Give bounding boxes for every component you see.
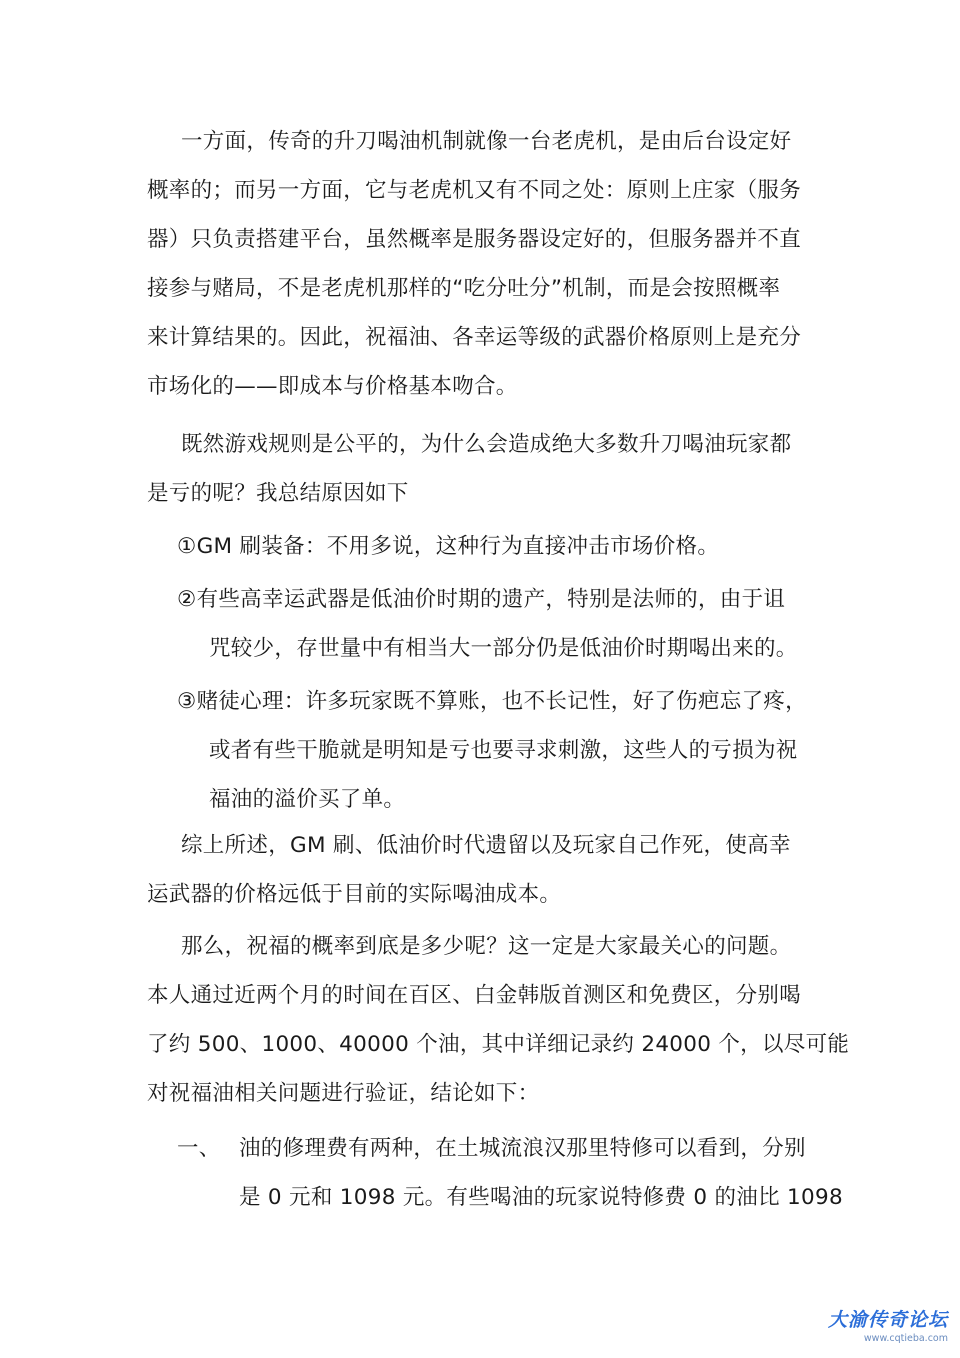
list-marker: 一、 bbox=[177, 1136, 221, 1161]
circled-number-2: ② bbox=[177, 587, 197, 612]
circled-number-3: ③ bbox=[177, 689, 197, 714]
conclusion-line bbox=[147, 1124, 817, 1173]
paragraph-summary bbox=[147, 821, 817, 919]
text-line: 了约 500、1000、40000 个油，其中详细记录约 24000 个，以尽可能 bbox=[147, 1032, 850, 1057]
text-line: 一方面，传奇的升刀喝油机制就像一台老虎机，是由后台设定好 bbox=[181, 129, 792, 154]
text-line: 运武器的价格远低于目前的实际喝油成本。 bbox=[147, 882, 562, 907]
conclusion-item-1 bbox=[147, 1124, 843, 1222]
reason-list bbox=[147, 522, 817, 824]
paragraph-question bbox=[147, 420, 817, 518]
reason-text: 有些高幸运武器是低油价时期的遗产，特别是法师的，由于诅 bbox=[196, 587, 786, 612]
paragraph-probability bbox=[147, 922, 850, 1118]
reason-text: 赌徒心理：许多玩家既不算账，也不长记性，好了伤疤忘了疼， bbox=[196, 689, 807, 714]
reason-text-continued: 福油的溢价买了单。 bbox=[209, 787, 406, 812]
text-line: 既然游戏规则是公平的，为什么会造成绝大多数升刀喝油玩家都 bbox=[181, 432, 792, 457]
text-line: 接参与赌局，不是老虎机那样的“吃分吐分”机制，而是会按照概率 bbox=[147, 276, 781, 301]
reason-text-continued: 咒较少，存世量中有相当大一部分仍是低油价时期喝出来的。 bbox=[209, 636, 798, 661]
text-line: 综上所述，GM 刷、低油价时代遗留以及玩家自己作死，使高幸 bbox=[181, 833, 791, 858]
text-line: 那么，祝福的概率到底是多少呢？这一定是大家最关心的问题。 bbox=[181, 934, 792, 959]
reason-item-2 bbox=[147, 575, 817, 624]
watermark-title: 大渝传奇论坛 bbox=[827, 1309, 948, 1331]
text-line: 器）只负责搭建平台，虽然概率是服务器设定好的，但服务器并不直 bbox=[147, 227, 802, 252]
text-line: 对祝福油相关问题进行验证，结论如下： bbox=[147, 1081, 540, 1106]
text-line: 概率的；而另一方面，它与老虎机又有不同之处：原则上庄家（服务 bbox=[147, 178, 802, 203]
reason-text: GM 刷装备：不用多说，这种行为直接冲击市场价格。 bbox=[196, 534, 720, 559]
site-watermark bbox=[828, 1305, 948, 1344]
conclusion-text: 油的修理费有两种，在土城流浪汉那里特修可以看到，分别 bbox=[239, 1136, 806, 1161]
text-line: 来计算结果的。因此，祝福油、各幸运等级的武器价格原则上是充分 bbox=[147, 325, 802, 350]
circled-number-1: ① bbox=[177, 534, 197, 559]
reason-item-1 bbox=[147, 522, 817, 571]
text-line: 市场化的——即成本与价格基本吻合。 bbox=[147, 374, 518, 399]
text-line: 本人通过近两个月的时间在百区、白金韩版首测区和免费区，分别喝 bbox=[147, 983, 802, 1008]
watermark-url: www.cqtieba.com bbox=[863, 1333, 948, 1344]
conclusion-text-continued: 是 0 元和 1098 元。有些喝油的玩家说特修费 0 的油比 1098 bbox=[239, 1185, 843, 1210]
reason-text-continued: 或者有些干脆就是明知是亏也要寻求刺激，这些人的亏损为祝 bbox=[209, 738, 798, 763]
paragraph-slot-machine bbox=[147, 117, 817, 411]
text-line: 是亏的呢？我总结原因如下 bbox=[147, 481, 409, 506]
reason-item-3 bbox=[147, 677, 817, 726]
